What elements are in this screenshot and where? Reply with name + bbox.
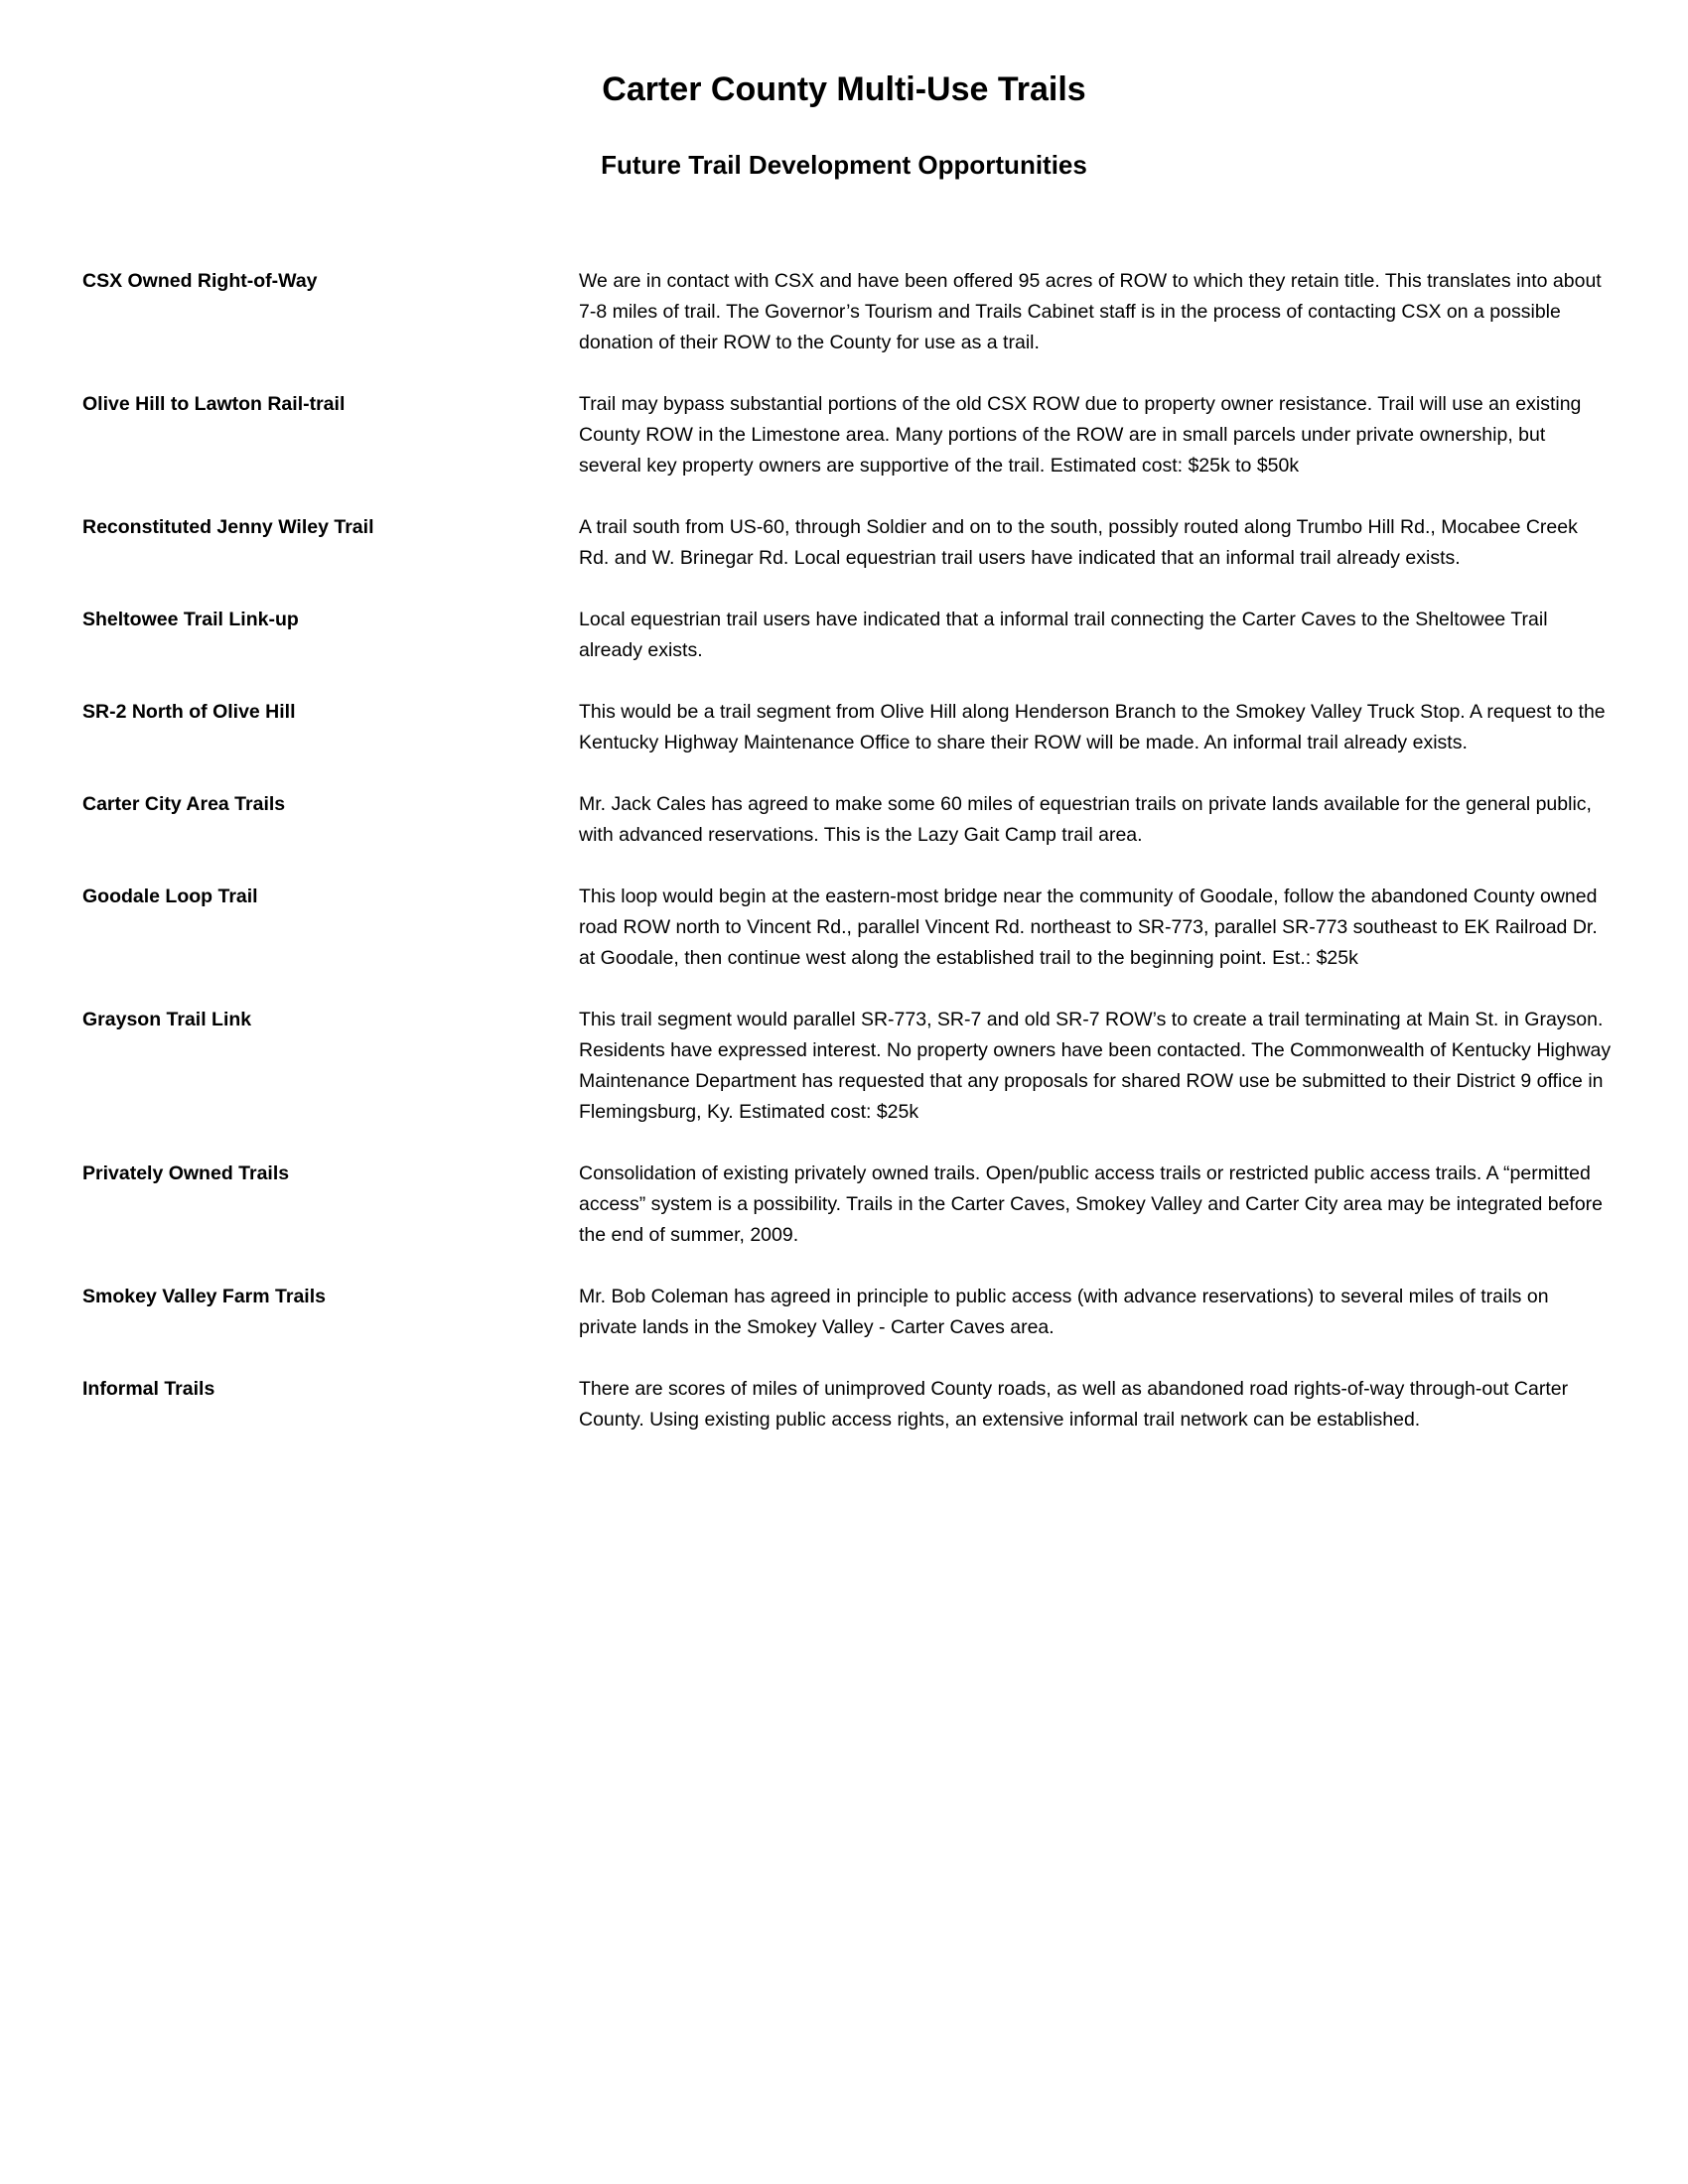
- trail-entry-smokey-valley-farm: [82, 1282, 1612, 1343]
- trail-name: Privately Owned Trails: [82, 1162, 290, 1184]
- page-title: Carter County Multi-Use Trails: [602, 70, 1086, 108]
- trail-name: Smokey Valley Farm Trails: [82, 1286, 326, 1307]
- trail-entry-grayson-link: [82, 1005, 1612, 1128]
- trail-entry-sr2-north: [82, 697, 1612, 758]
- trail-description: There are scores of miles of unimproved County roads, as well as abandoned road rights-of-way through-out Carter County. Using existing public access rights, an extensive informal trail network can be established.: [579, 1378, 1569, 1431]
- trail-description: Local equestrian trail users have indicated that a informal trail connecting the Carter Caves to the Sheltowee Trail already exists.: [579, 609, 1548, 661]
- page-subtitle: Future Trail Development Opportunities: [601, 150, 1087, 180]
- trail-name: Sheltowee Trail Link-up: [82, 609, 299, 630]
- trail-entry-privately-owned: [82, 1159, 1612, 1251]
- trail-description: A trail south from US-60, through Soldier and on to the south, possibly routed along Trumbo Hill Rd., Mocabee Creek Rd. and W. Brinegar Rd. Local equestrian trail users have indicated that an informal trail already exists.: [579, 516, 1578, 569]
- trail-name: Informal Trails: [82, 1378, 215, 1400]
- trail-entry-informal: [82, 1374, 1612, 1435]
- trail-entry-jenny-wiley: [82, 512, 1612, 574]
- trail-description: Mr. Jack Cales has agreed to make some 60 miles of equestrian trails on private lands available for the general public, with advanced reservations. This is the Lazy Gait Camp trail area.: [579, 793, 1592, 846]
- trail-description: Consolidation of existing privately owned trails. Open/public access trails or restricted public access trails. A “permitted access” system is a possibility. Trails in the Carter Caves, Smokey Valley and Carter City area may be integrated before the end of summer, 2009.: [579, 1162, 1604, 1246]
- trail-description: This would be a trail segment from Olive Hill along Henderson Branch to the Smokey Valley Truck Stop. A request to the Kentucky Highway Maintenance Office to share their ROW will be made. An informal trail already exists.: [579, 701, 1606, 753]
- trail-name: Olive Hill to Lawton Rail-trail: [82, 393, 346, 415]
- trail-entry-sheltowee-link: [82, 605, 1612, 666]
- trail-name: Grayson Trail Link: [82, 1009, 252, 1030]
- trail-name: Carter City Area Trails: [82, 793, 286, 815]
- trail-description: Mr. Bob Coleman has agreed in principle to public access (with advance reservations) to several miles of trails on private lands in the Smokey Valley - Carter Caves area.: [579, 1286, 1549, 1338]
- trail-entry-carter-city: [82, 789, 1612, 851]
- trail-entry-olive-hill-lawton: [82, 389, 1612, 481]
- trail-description: This trail segment would parallel SR-773, SR-7 and old SR-7 ROW’s to create a trail terminating at Main St. in Grayson. Residents have expressed interest. No property owners have been contacted. The Commonwealth of Kentucky Highway Maintenance Department has requested that any proposals for shared ROW use be submitted to their District 9 office in Flemingsburg, Ky. Estimated cost: $25k: [579, 1009, 1612, 1123]
- trail-list: [82, 266, 1612, 1466]
- trail-description: This loop would begin at the eastern-most bridge near the community of Goodale, follow the abandoned County owned road ROW north to Vincent Rd., parallel Vincent Rd. northeast to SR-773, parallel SR-773 southeast to EK Railroad Dr. at Goodale, then continue west along the established trail to the beginning point. Est.: $25k: [579, 886, 1598, 969]
- trail-description: Trail may bypass substantial portions of the old CSX ROW due to property owner resistance. Trail will use an existing County ROW in the Limestone area. Many portions of the ROW are in small parcels under private ownership, but several key property owners are supportive of the trail. Estimated cost: $25k to $50k: [579, 393, 1582, 477]
- trail-description: We are in contact with CSX and have been offered 95 acres of ROW to which they retain title. This translates into about 7-8 miles of trail. The Governor’s Tourism and Trails Cabinet staff is in the process of contacting CSX on a possible donation of their ROW to the County for use as a trail.: [579, 270, 1602, 353]
- trail-name: SR-2 North of Olive Hill: [82, 701, 296, 723]
- trail-name: Goodale Loop Trail: [82, 886, 258, 907]
- trail-entry-goodale-loop: [82, 882, 1612, 974]
- trail-entry-csx-owned-row: [82, 266, 1612, 358]
- trail-name: CSX Owned Right-of-Way: [82, 270, 318, 292]
- trail-name: Reconstituted Jenny Wiley Trail: [82, 516, 374, 538]
